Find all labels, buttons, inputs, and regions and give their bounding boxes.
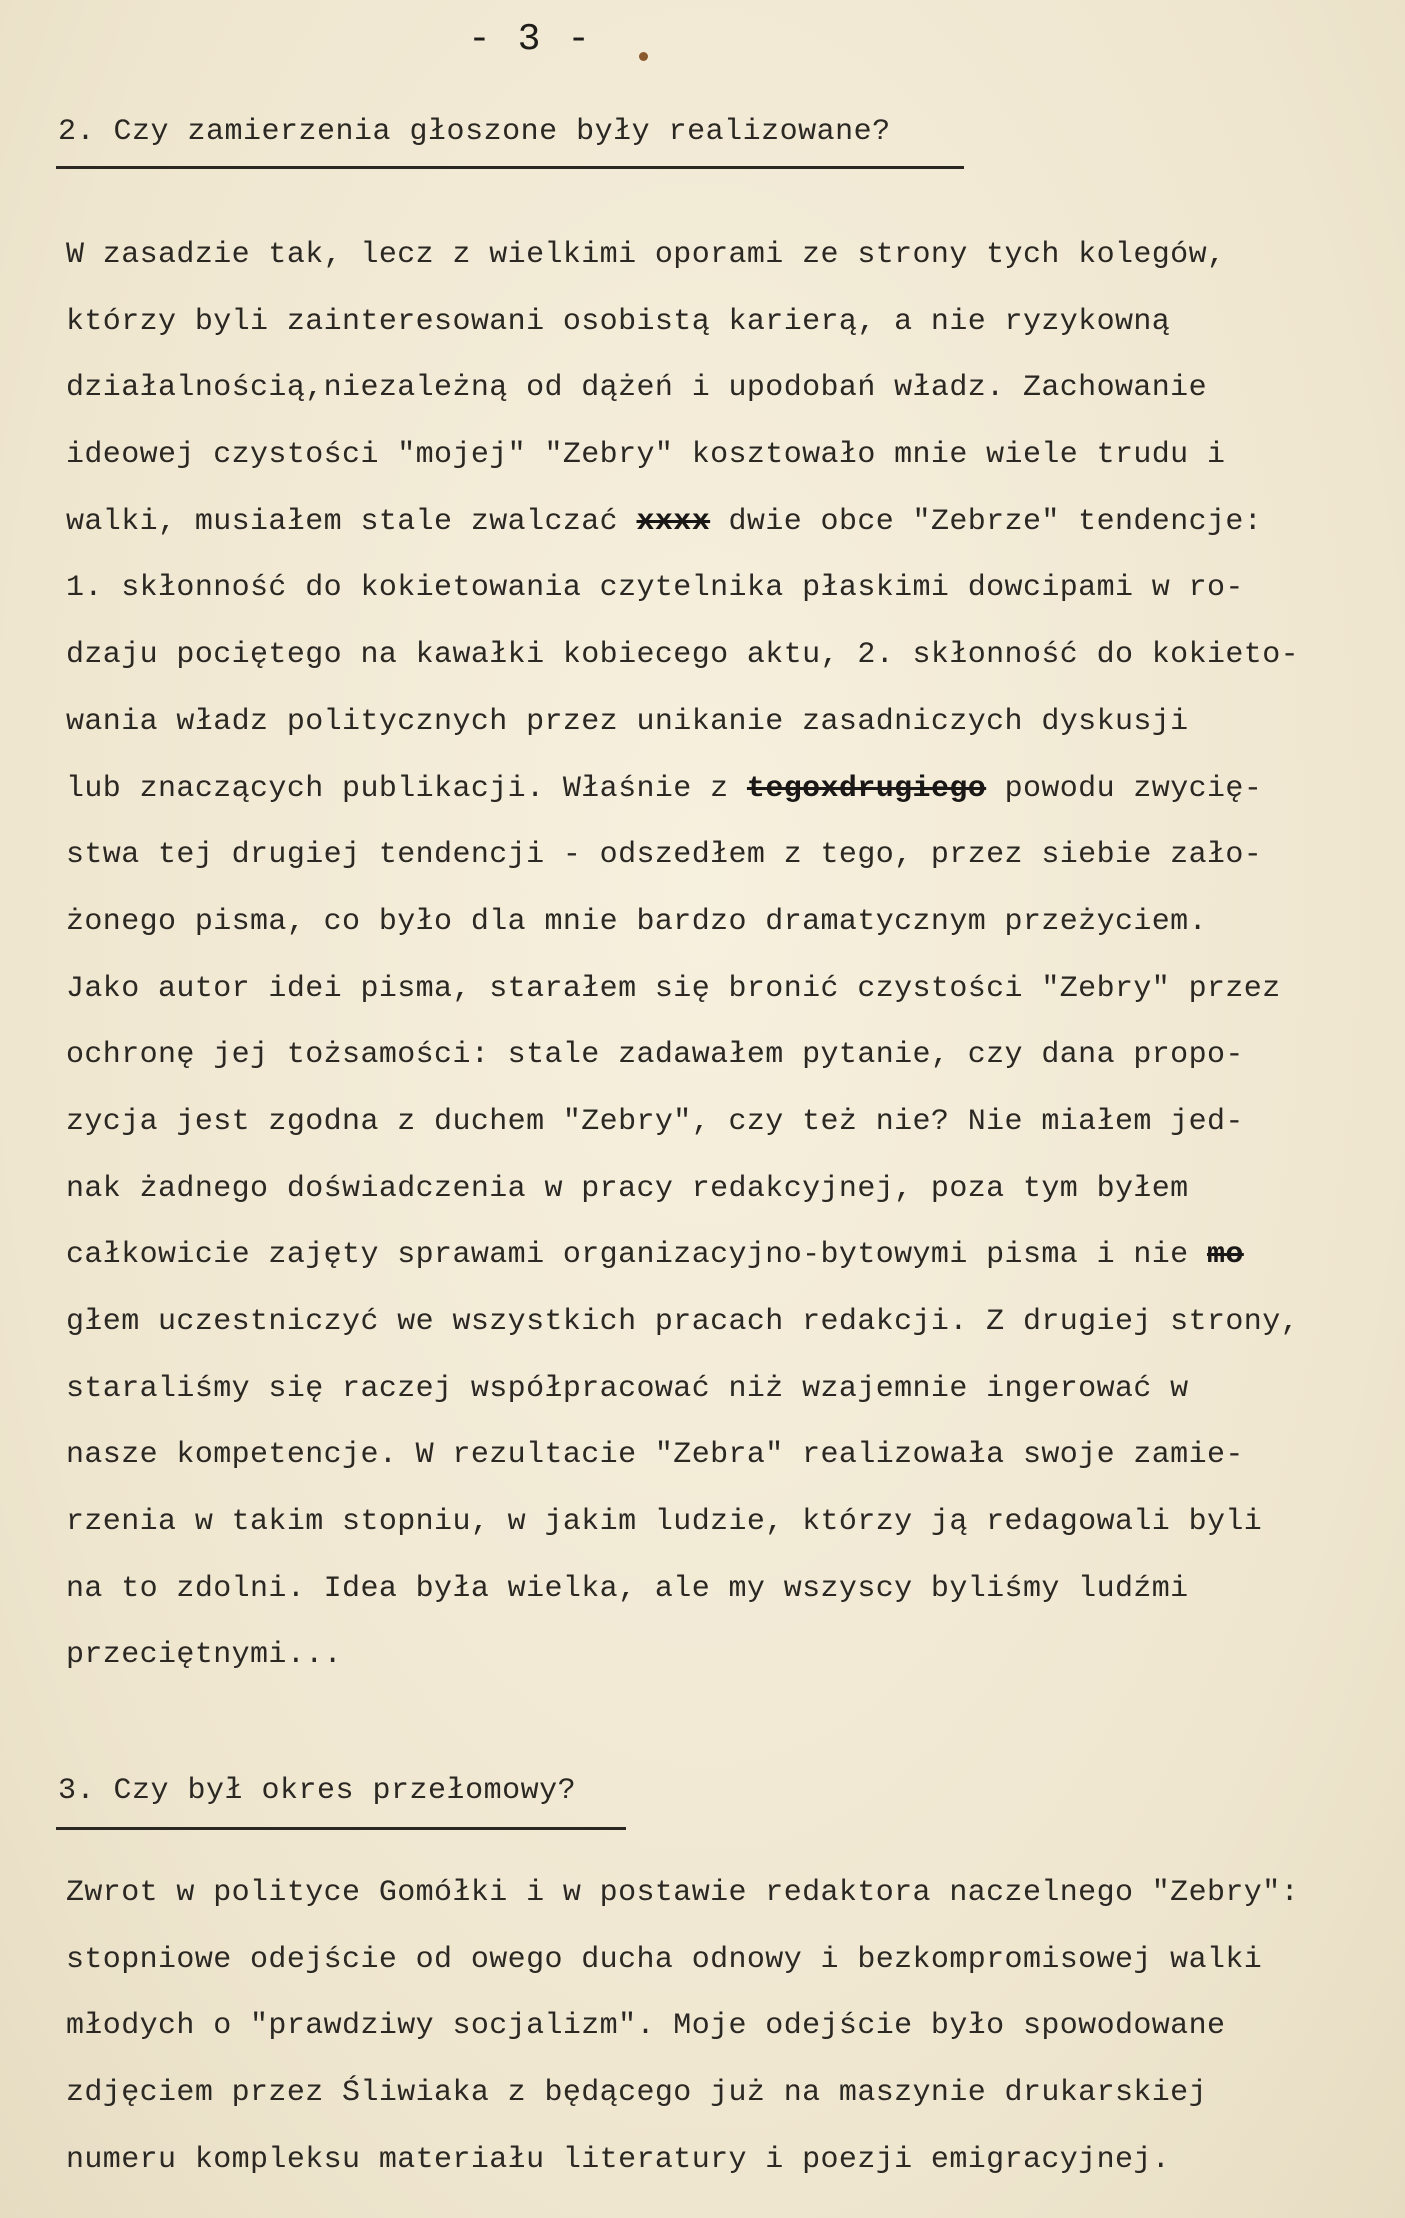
text-line: 1. skłonność do kokietowania czytelnika płaskimi dowcipami w ro- (66, 571, 1244, 606)
text-line: działalnością,niezależną od dążeń i upodobań władz. Zachowanie (66, 371, 1207, 406)
struck-out-text: xxxx (636, 504, 711, 539)
text-line-with-strikeout (66, 1222, 1299, 1289)
text-line: którzy byli zainteresowani osobistą karierą, a nie ryzykowną (66, 304, 1171, 339)
text-segment: dwie obce "Zebrze" tendencje: (710, 504, 1263, 539)
text-line: zdjęciem przez Śliwiaka z będącego już na maszynie drukarskiej (66, 2076, 1207, 2111)
text-line: ochronę jej tożsamości: stale zadawałem pytanie, czy dana propo- (66, 1038, 1244, 1073)
text-line: głem uczestniczyć we wszystkich pracach redakcji. Z drugiej strony, (66, 1305, 1299, 1339)
page-number: - 3 - (468, 18, 593, 61)
text-line: Jako autor idei pisma, starałem się bronić czystości "Zebry" przez (66, 971, 1281, 1006)
text-line-with-strikeout (66, 489, 1299, 556)
text-line: zycja jest zgodna z duchem "Zebry", czy też nie? Nie miałem jed- (66, 1104, 1244, 1139)
text-line: młodych o "prawdziwy socjalizm". Moje odejście było spowodowane (66, 2009, 1226, 2044)
struck-out-text: mo (1207, 1238, 1244, 1273)
text-line: rzenia w takim stopniu, w jakim ludzie, którzy ją redagowali byli (66, 1505, 1263, 1540)
text-line: staraliśmy się raczej współpracować niż wzajemnie ingerować w (66, 1371, 1189, 1406)
text-line: Zwrot w polityce Gomółki i w postawie redaktora naczelnego "Zebry": (66, 1876, 1299, 1910)
text-line: numeru kompleksu materiału literatury i poezji emigracyjnej. (66, 2142, 1171, 2177)
text-line: wania władz politycznych przez unikanie zasadniczych dyskusji (66, 704, 1189, 739)
section-2-underline (56, 166, 964, 169)
section-2-heading: 2. Czy zamierzenia głoszone były realizowane? (58, 115, 891, 149)
text-line: stopniowe odejście od owego ducha odnowy i bezkompromisowej walki (66, 1942, 1263, 1977)
text-line: nak żadnego doświadczenia w pracy redakcyjnej, poza tym byłem (66, 1171, 1189, 1206)
ink-spot (639, 52, 648, 61)
text-segment: walki, musiałem stale zwalczać (66, 504, 619, 539)
text-line: ideowej czystości "mojej" "Zebry" kosztowało mnie wiele trudu i (66, 438, 1226, 473)
text-line: stwa tej drugiej tendencji - odszedłem z tego, przez siebie zało- (66, 838, 1263, 873)
section-3-underline (56, 1827, 626, 1830)
text-segment: powodu zwycię- (986, 771, 1263, 806)
struck-out-text: tegoxdrugiego (746, 771, 987, 806)
section-2-paragraph (66, 222, 1299, 1689)
text-line: na to zdolni. Idea była wielka, ale my wszyscy byliśmy ludźmi (66, 1571, 1189, 1606)
text-line: żonego pisma, co było dla mnie bardzo dramatycznym przeżyciem. (66, 904, 1207, 939)
text-line: dzaju pociętego na kawałki kobiecego aktu, 2. skłonność do kokieto- (66, 638, 1299, 673)
section-3-heading: 3. Czy był okres przełomowy? (58, 1774, 577, 1808)
text-line: W zasadzie tak, lecz z wielkimi oporami ze strony tych kolegów, (66, 238, 1226, 272)
text-line-with-strikeout (66, 756, 1299, 823)
text-line: przeciętnymi... (66, 1638, 343, 1673)
text-line: nasze kompetencje. W rezultacie "Zebra" realizowała swoje zamie- (66, 1438, 1244, 1473)
text-segment: całkowicie zajęty sprawami organizacyjno-bytowymi pisma i nie (66, 1238, 1189, 1273)
section-3-paragraph (66, 1860, 1299, 2193)
text-segment: lub znaczących publikacji. Właśnie z (66, 771, 729, 806)
